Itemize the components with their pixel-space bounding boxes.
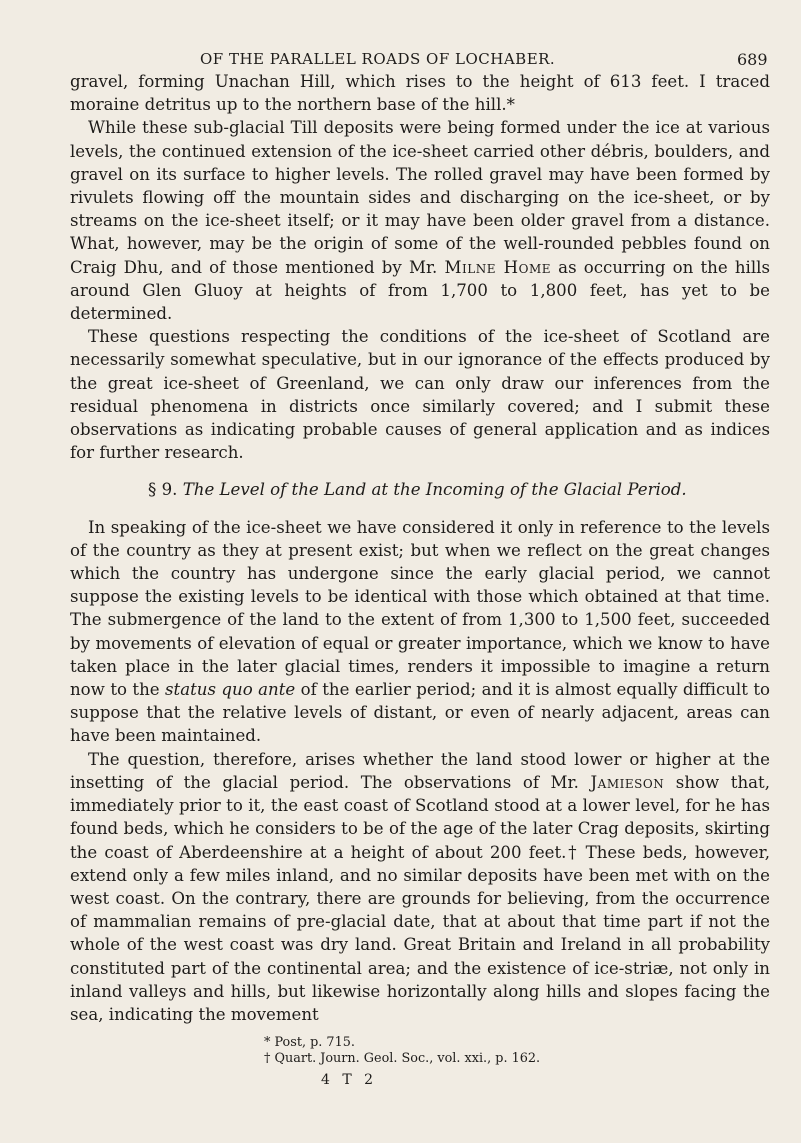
footnotes bbox=[70, 1035, 770, 1067]
paragraph-text: of the earlier period; and it is almost equally difficult to suppose that the relative levels of distant, or even of nearly adjacent, areas can have been maintained. bbox=[70, 680, 770, 746]
section-title: The Level of the Land at the Incoming of the Glacial Period. bbox=[182, 480, 687, 500]
page-number: 689 bbox=[737, 50, 768, 69]
footnote: † Quart. Journ. Geol. Soc., vol. xxi., p. 162. bbox=[264, 1051, 541, 1067]
signature-mark: 4 T 2 bbox=[321, 1072, 378, 1089]
paragraph-question bbox=[70, 748, 770, 1026]
paragraph-speculative: These questions respecting the conditions of the ice-sheet of Scotland are necessarily somewhat speculative, but in our ignorance of the effects produced by the great ice-sheet of Greenland, we can only draw our inferences from the residual phenomena in districts once similarly covered; and I submit these observations as indicating probable causes of general application and as indices for further research. bbox=[70, 327, 770, 463]
paragraph-continuation: gravel, forming Unachan Hill, which rises to the height of 613 feet. I traced moraine detritus up to the northern base of the hill.* bbox=[70, 72, 770, 115]
section-number: § 9. bbox=[148, 480, 178, 500]
section-heading bbox=[70, 478, 770, 501]
running-head: OF THE PARALLEL ROADS OF LOCHABER. bbox=[200, 50, 556, 68]
body-text bbox=[70, 70, 770, 1092]
paragraph-text: as occurring on the hills around Glen Gluoy at heights of from 1,700 to 1,800 feet, has yet to be determined. bbox=[70, 257, 770, 324]
paragraph-text: The question, therefore, arises whether the land stood lower or higher at the insetting of the glacial period. The observations of Mr. bbox=[70, 749, 770, 792]
paragraph-text: In speaking of the ice-sheet we have considered it only in reference to the levels of the country as they at present exist; but when we reflect on the great changes which the country has undergone since the early glacial period, we cannot suppose the existing levels to be identical with those which obtained at that time. The submergence of the land to the extent of from 1,300 to 1,500 feet, succeeded by movements of elevation of equal or greater importance, which we know to have taken place in the later glacial times, renders it impossible to imagine a return now to the bbox=[70, 517, 770, 700]
footnote: * Post, p. 715. bbox=[264, 1035, 355, 1051]
italic-phrase: status quo ante bbox=[165, 680, 296, 700]
paragraph-text: While these sub-glacial Till deposits were being formed under the ice at various levels, the continued extension of the ice-sheet carried other débris, boulders, and gravel on its surface to higher levels. The rolled gravel may have been formed by rivulets flowing off the mountain sides and discharging on the ice-sheet, or by streams on the ice-sheet itself; or it may have been older gravel from a distance. What, however, may be the origin of some of the well-rounded pebbles found on Craig Dhu, and of those mentioned by Mr. bbox=[70, 118, 770, 277]
page-header bbox=[0, 30, 801, 69]
paragraph-text: show that, immediately prior to it, the east coast of Scotland stood at a lower level, for he has found beds, which he considers to be of the age of the later Crag deposits, skirting the coast of Aberdeenshire at a height of about 200 feet.† These beds, however, extend only a few miles inland, and no similar deposits have been met with on the west coast. On the contrary, there are grounds for believing, from the occurrence of mammalian remains of pre-glacial date, that at about that time part if not the whole of the west coast was dry land. Great Britain and Ireland in all probability constituted part of the continental area; and the existence of ice-striæ, not only in inland valleys and hills, but likewise horizontally along hills and slopes facing the sea, indicating the movement bbox=[70, 772, 770, 1024]
paragraph-levels bbox=[70, 516, 770, 748]
author-name-milne-home: Milne Home bbox=[444, 257, 551, 277]
paragraph-sub-glacial-till bbox=[70, 116, 770, 325]
author-name-jamieson: Jamieson bbox=[590, 772, 665, 792]
